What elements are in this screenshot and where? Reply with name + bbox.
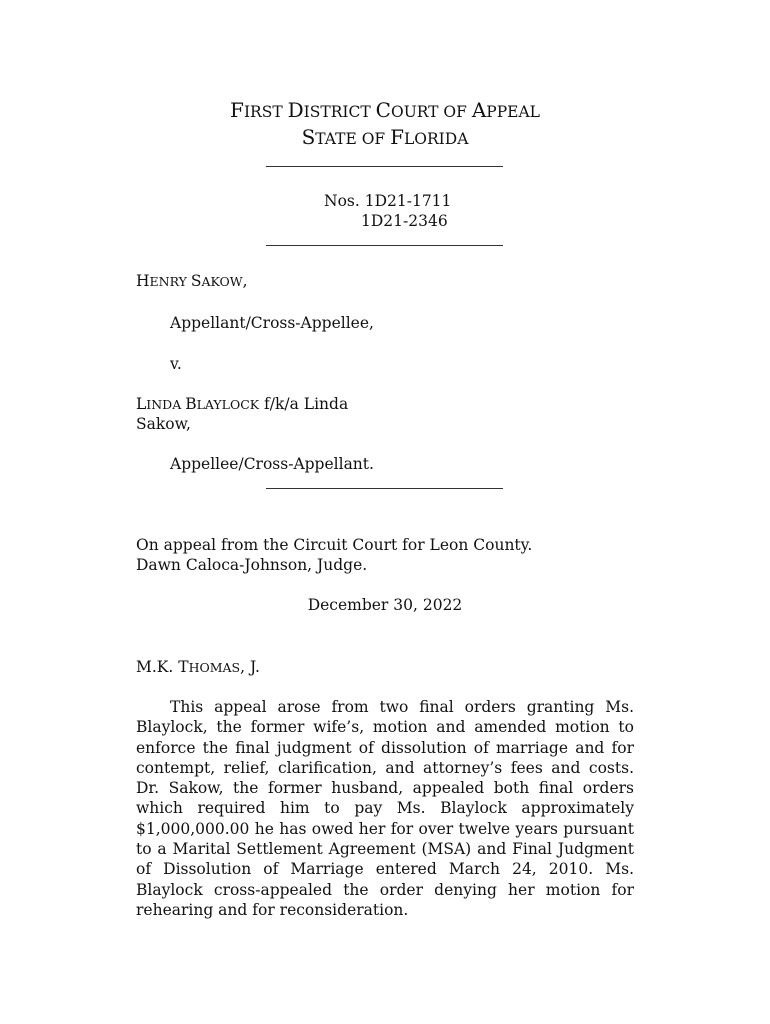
divider-rule	[266, 488, 503, 489]
appellee-name-line2: Sakow,	[136, 415, 191, 433]
opinion-body	[136, 697, 634, 920]
appellant-role: Appellant/Cross-Appellee,	[170, 314, 374, 332]
divider-rule	[266, 166, 503, 167]
origin-court: On appeal from the Circuit Court for Leon County.	[136, 536, 533, 554]
origin-judge: Dawn Caloca-Johnson, Judge.	[136, 556, 368, 574]
opinion-paragraph: This appeal arose from two final orders granting Ms. Blaylock, the former wife’s, motion and amended motion to enforce the final judgment of dissolution of marriage and for contempt, relief, clarification, and attorney’s fees and costs. Dr. Sakow, the former husband, appealed both final orders which required him to pay Ms. Blaylock approximately $1,000,000.00 he has owed her for over twelve years pursuant to a Marital Settlement Agreement (MSA) and Final Judgment of Dissolution of Marriage entered March 24, 2010. Ms. Blaylock cross-appealed the order denying her motion for rehearing and for reconsideration.	[136, 698, 634, 919]
versus: v.	[170, 355, 182, 373]
opinion-author: M.K. THOMAS, J.	[136, 658, 260, 676]
appellee-role: Appellee/Cross-Appellant.	[170, 455, 374, 473]
court-name: FIRST DISTRICT COURT OF APPEAL	[230, 98, 540, 122]
decision-date: December 30, 2022	[307, 596, 463, 614]
case-number-second: 1D21-2346	[361, 212, 448, 230]
court-state: STATE OF FLORIDA	[301, 125, 469, 149]
appellant-name: HENRY SAKOW,	[136, 272, 248, 290]
appellee-name: LINDA BLAYLOCK f/k/a Linda	[136, 395, 349, 413]
case-number: Nos. 1D21-1711	[324, 192, 452, 210]
divider-rule	[266, 245, 503, 246]
